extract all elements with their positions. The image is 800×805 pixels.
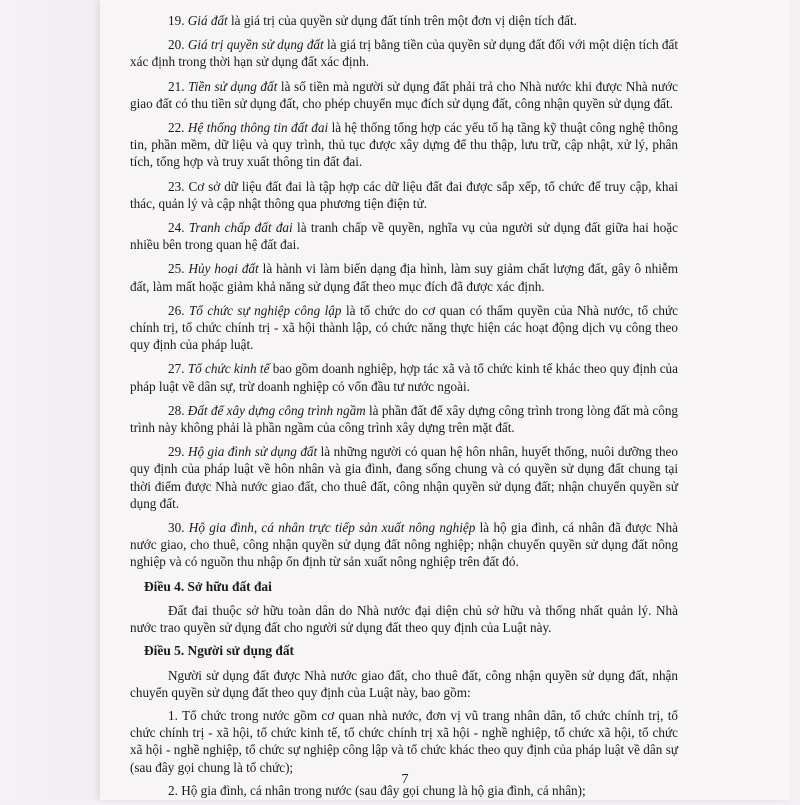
definition-number: 22. xyxy=(168,120,185,136)
definition-21 xyxy=(130,78,678,112)
definition-27 xyxy=(130,360,678,394)
definition-20 xyxy=(130,36,678,70)
definition-text: là hành vi làm biến dạng địa hình, làm suy giảm chất lượng đất, gây ô nhiễm đất, làm mất hoặc giảm khả năng sử dụng đất theo mục đích đã được xác định. xyxy=(130,261,679,294)
definition-term: Hệ thống thông tin đất đai xyxy=(187,120,329,136)
definition-30 xyxy=(130,519,678,571)
article-5-item-1: 1. Tổ chức trong nước gồm cơ quan nhà nước, đơn vị vũ trang nhân dân, tổ chức chính trị, tổ chức chính trị - xã hội, tổ chức kinh tế, tổ chức chính trị xã hội - nghề nghiệp, tổ chức xã hội, tổ chức xã hội - nghề nghiệp, tổ chức sự nghiệp công lập và tổ chức khác theo quy định của pháp luật về dân sự (sau đây gọi chung là tổ chức); xyxy=(130,707,678,775)
article-5-intro: Người sử dụng đất được Nhà nước giao đất, cho thuê đất, công nhận quyền sử dụng đất, nhận chuyển quyền sử dụng đất theo quy định của Luật này, bao gồm: xyxy=(130,667,678,700)
definition-term: Tổ chức sự nghiệp công lập xyxy=(188,302,342,318)
article-4-body: Đất đai thuộc sở hữu toàn dân do Nhà nước đại diện chủ sở hữu và thống nhất quản lý. Nhà nước trao quyền sử dụng đất cho người sử dụng đất theo quy định của Luật này. xyxy=(130,602,678,636)
page-number: 7 xyxy=(401,772,409,787)
definition-number: 29. xyxy=(168,444,185,460)
definition-19 xyxy=(130,12,678,29)
definition-term: Đất để xây dựng công trình ngầm xyxy=(187,402,366,418)
definition-text: Cơ sở dữ liệu đất đai là tập hợp các dữ liệu đất đai được sắp xếp, tổ chức để truy cập, khai thác, quản lý và cập nhật thông qua phương tiện điện tử. xyxy=(130,178,679,211)
definition-text: là hệ thống tổng hợp các yếu tố hạ tầng kỹ thuật công nghệ thông tin, phần mềm, dữ liệu và quy trình, thủ tục được xây dựng để thu thập, lưu trữ, cập nhật, xử lý, phân tích, tổng hợp và truy xuất thông tin đất đai. xyxy=(130,120,679,170)
definition-term: Giá đất xyxy=(187,13,228,28)
article-4-heading: Điều 4. Sở hữu đất đai xyxy=(144,578,272,594)
definition-number: 30. xyxy=(168,520,185,536)
definition-28 xyxy=(130,402,678,436)
definition-number: 27. xyxy=(168,361,185,377)
definition-text: bao gồm doanh nghiệp, hợp tác xã và tổ chức kinh tế khác theo quy định của pháp luật về dân sự, trừ doanh nghiệp có vốn đầu tư nước ngoài. xyxy=(130,361,678,394)
definition-29 xyxy=(130,443,678,512)
definition-26 xyxy=(130,302,678,354)
definition-text: là giá trị bằng tiền của quyền sử dụng đất đối với một diện tích đất xác định trong thời hạn sử dụng đất xác định. xyxy=(130,37,679,70)
definition-text: là hộ gia đình, cá nhân đã được Nhà nước giao, cho thuê, công nhận quyền sử dụng đất nông nghiệp; nhận chuyển quyền sử dụng đất nông nghiệp và có nguồn thu nhập ổn định từ sản xuất nông nghiệp trên đất đó. xyxy=(130,520,678,570)
background-surface xyxy=(0,0,100,800)
definition-number: 19. xyxy=(168,13,185,28)
definition-text: là những người có quan hệ hôn nhân, huyết thống, nuôi dưỡng theo quy định của pháp luật về hôn nhân và gia đình, đang sống chung và có quyền sử dụng đất chung tại thời điểm được Nhà nước giao đất, cho thuê đất, công nhận quyền sử dụng đất; nhận chuyển quyền sử dụng đất. xyxy=(130,444,678,511)
definition-22 xyxy=(130,119,678,171)
definition-term: Tổ chức kinh tế xyxy=(187,361,270,377)
definition-term: Tiền sử dụng đất xyxy=(188,78,278,94)
definition-term: Hủy hoại đất xyxy=(188,261,259,277)
definition-term: Hộ gia đình, cá nhân trực tiếp sản xuất nông nghiệp xyxy=(188,520,476,536)
definition-text: là số tiền mà người sử dụng đất phải trả cho Nhà nước khi được Nhà nước giao đất có thu tiền sử dụng đất, cho phép chuyển mục đích sử dụng đất, công nhận quyền sử dụng đất. xyxy=(130,78,678,111)
definition-text: là tổ chức do cơ quan có thẩm quyền của Nhà nước, tổ chức chính trị, tổ chức chính trị - xã hội thành lập, có chức năng thực hiện các hoạt động dịch vụ công theo quy định của pháp luật. xyxy=(130,302,678,353)
article-5-heading: Điều 5. Người sử dụng đất xyxy=(144,643,294,659)
definition-number: 25. xyxy=(168,261,185,277)
definition-text: là phần đất để xây dựng công trình trong lòng đất mà công trình này không phải là phần ngầm của công trình xây dựng trên mặt đất. xyxy=(130,402,679,436)
definition-term: Giá trị quyền sử dụng đất xyxy=(187,37,324,53)
definition-text: là giá trị của quyền sử dụng đất tính trên một đơn vị diện tích đất. xyxy=(227,13,577,28)
article-5-item-2: 2. Hộ gia đình, cá nhân trong nước (sau đây gọi chung là hộ gia đình, cá nhân); xyxy=(168,782,586,798)
definition-number: 20. xyxy=(168,37,185,53)
definition-23 xyxy=(130,178,678,212)
definition-25 xyxy=(130,260,678,294)
definition-term: Hộ gia đình sử dụng đất xyxy=(187,444,318,460)
definition-number: 26. xyxy=(168,302,185,318)
definition-number: 24. xyxy=(168,220,185,236)
definition-text: là tranh chấp về quyền, nghĩa vụ của người sử dụng đất giữa hai hoặc nhiều bên trong quan hệ đất đai. xyxy=(130,220,679,253)
definition-term: Tranh chấp đất đai xyxy=(188,220,293,236)
definition-number: 28. xyxy=(168,402,185,418)
definition-24 xyxy=(130,219,678,253)
page-content xyxy=(130,12,678,805)
definition-number: 23. xyxy=(168,178,185,194)
definition-number: 21. xyxy=(168,78,185,94)
